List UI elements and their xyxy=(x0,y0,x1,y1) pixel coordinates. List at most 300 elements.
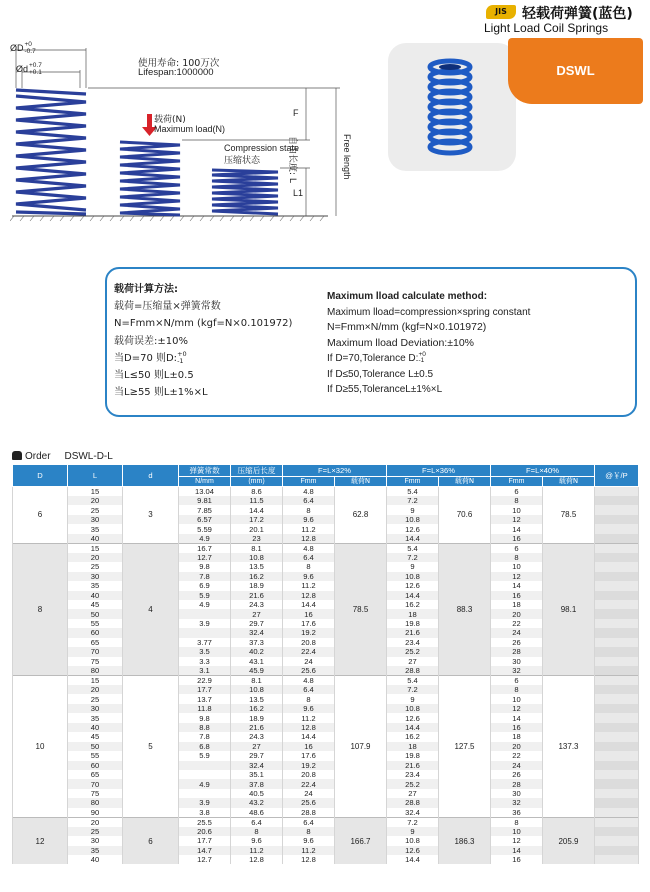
cell-price xyxy=(595,713,639,722)
cell-fmm-40: 26 xyxy=(491,638,543,647)
free-length-cn: 自由长度: L xyxy=(287,136,297,183)
spring-photo xyxy=(388,43,516,171)
cell-compressed-length: 40.5 xyxy=(231,789,283,798)
cell-fmm-40: 26 xyxy=(491,770,543,779)
cell-fmm-40: 16 xyxy=(491,723,543,732)
cell-price xyxy=(595,704,639,713)
cell-fmm-36: 12.6 xyxy=(387,713,439,722)
cell-wire-d: 3 xyxy=(123,487,179,544)
calc-en-title: Maximum lload calculate method: xyxy=(327,291,488,302)
cell-price xyxy=(595,657,639,666)
cell-fmm-40: 6 xyxy=(491,543,543,553)
cell-fmm-40: 30 xyxy=(491,789,543,798)
cell-price xyxy=(595,534,639,544)
cell-fmm-32: 11.2 xyxy=(283,581,335,590)
col-D: D xyxy=(13,465,68,487)
cell-fmm-36: 10.8 xyxy=(387,572,439,581)
calc-en-line5: If D≤50,Tolerance L±0.5 xyxy=(327,368,434,380)
cell-price xyxy=(595,685,639,694)
lifespan-en: Lifespan:1000000 xyxy=(138,67,214,78)
cell-L: 75 xyxy=(68,789,123,798)
cell-fmm-36: 14.4 xyxy=(387,855,439,864)
cell-spring-constant: 20.6 xyxy=(179,827,231,836)
cell-fmm-32: 25.6 xyxy=(283,798,335,807)
cell-fmm-32: 20.8 xyxy=(283,638,335,647)
cell-spring-constant: 13.7 xyxy=(179,694,231,703)
cell-spring-constant: 7.8 xyxy=(179,572,231,581)
table-row xyxy=(13,543,639,553)
cell-fmm-32: 16 xyxy=(283,609,335,618)
cell-spring-constant: 3.9 xyxy=(179,619,231,628)
cell-fmm-32: 6.4 xyxy=(283,496,335,505)
spec-table xyxy=(12,464,639,864)
cell-fmm-32: 8 xyxy=(283,562,335,571)
cell-L: 80 xyxy=(68,666,123,676)
cell-L: 45 xyxy=(68,600,123,609)
blue-spring-image xyxy=(388,43,516,171)
cell-L: 60 xyxy=(68,628,123,637)
dim-f-label: F xyxy=(293,108,299,118)
cell-D: 10 xyxy=(13,676,68,818)
order-label: Order xyxy=(25,451,51,462)
cell-fmm-36: 12.6 xyxy=(387,846,439,855)
cell-fmm-40: 12 xyxy=(491,836,543,845)
cell-compressed-length: 10.8 xyxy=(231,685,283,694)
cell-fmm-32: 9.6 xyxy=(283,704,335,713)
cell-compressed-length: 13.5 xyxy=(231,694,283,703)
cell-compressed-length: 16.2 xyxy=(231,704,283,713)
cell-fmm-36: 9 xyxy=(387,694,439,703)
cell-D: 12 xyxy=(13,817,68,864)
cell-spring-constant: 9.81 xyxy=(179,496,231,505)
cell-compressed-length: 27 xyxy=(231,609,283,618)
col-group-36: F=L×36% xyxy=(387,465,491,477)
col-group-32: F=L×32% xyxy=(283,465,387,477)
cell-compressed-length: 43.1 xyxy=(231,657,283,666)
cell-fmm-40: 14 xyxy=(491,713,543,722)
cell-spring-constant xyxy=(179,628,231,637)
cell-spring-constant: 4.9 xyxy=(179,779,231,788)
cell-fmm-32: 22.4 xyxy=(283,779,335,788)
cell-fmm-36: 27 xyxy=(387,789,439,798)
spec-table-body xyxy=(13,487,639,865)
cell-spring-constant: 4.9 xyxy=(179,600,231,609)
col-load-36: 载荷N xyxy=(439,477,491,487)
cell-L: 40 xyxy=(68,534,123,544)
cell-price xyxy=(595,619,639,628)
cell-compressed-length: 16.2 xyxy=(231,572,283,581)
cell-spring-constant xyxy=(179,761,231,770)
cell-compressed-length: 18.9 xyxy=(231,713,283,722)
cell-fmm-32: 6.4 xyxy=(283,553,335,562)
cell-price xyxy=(595,591,639,600)
cell-fmm-32: 12.8 xyxy=(283,855,335,864)
cell-spring-constant: 25.5 xyxy=(179,817,231,827)
cell-spring-constant: 12.7 xyxy=(179,553,231,562)
col-fmm-36: Fmm xyxy=(387,477,439,487)
col-fmm-32: Fmm xyxy=(283,477,335,487)
cell-fmm-36: 28.8 xyxy=(387,798,439,807)
cell-fmm-32: 12.8 xyxy=(283,723,335,732)
cell-spring-constant: 3.8 xyxy=(179,808,231,818)
cell-compressed-length: 8.6 xyxy=(231,487,283,497)
cell-L: 40 xyxy=(68,591,123,600)
cell-L: 25 xyxy=(68,694,123,703)
cell-fmm-32: 24 xyxy=(283,657,335,666)
cell-compressed-length: 45.9 xyxy=(231,666,283,676)
cell-fmm-32: 8 xyxy=(283,505,335,514)
cell-fmm-36: 14.4 xyxy=(387,534,439,544)
cell-fmm-40: 32 xyxy=(491,798,543,807)
cell-fmm-32: 9.6 xyxy=(283,836,335,845)
cell-fmm-32: 14.4 xyxy=(283,600,335,609)
cell-price xyxy=(595,505,639,514)
cell-compressed-length: 23 xyxy=(231,534,283,544)
cell-L: 65 xyxy=(68,770,123,779)
cell-fmm-36: 9 xyxy=(387,827,439,836)
cell-L: 40 xyxy=(68,855,123,864)
cell-price xyxy=(595,723,639,732)
cell-fmm-36: 32.4 xyxy=(387,808,439,818)
cell-fmm-40: 16 xyxy=(491,534,543,544)
cell-load-36: 88.3 xyxy=(439,543,491,675)
cell-fmm-40: 10 xyxy=(491,505,543,514)
cell-fmm-40: 22 xyxy=(491,751,543,760)
cell-price xyxy=(595,562,639,571)
cell-fmm-40: 8 xyxy=(491,817,543,827)
cell-spring-constant: 4.9 xyxy=(179,534,231,544)
cell-fmm-40: 30 xyxy=(491,657,543,666)
cell-L: 60 xyxy=(68,761,123,770)
calc-en-line4: If D=70,Tolerance D:+0 -1 xyxy=(327,350,426,365)
cell-price xyxy=(595,666,639,676)
cell-fmm-32: 17.6 xyxy=(283,619,335,628)
cell-price xyxy=(595,742,639,751)
cell-fmm-40: 14 xyxy=(491,846,543,855)
cell-compressed-length: 9.6 xyxy=(231,836,283,845)
cell-fmm-36: 14.4 xyxy=(387,591,439,600)
col-group-40: F=L×40% xyxy=(491,465,595,477)
cell-fmm-32: 4.8 xyxy=(283,543,335,553)
cell-fmm-40: 16 xyxy=(491,591,543,600)
cell-fmm-32: 20.8 xyxy=(283,770,335,779)
cell-fmm-36: 27 xyxy=(387,657,439,666)
cell-fmm-32: 17.6 xyxy=(283,751,335,760)
table-row xyxy=(13,817,639,827)
cell-price xyxy=(595,638,639,647)
cell-fmm-40: 10 xyxy=(491,827,543,836)
cell-price xyxy=(595,846,639,855)
cell-price xyxy=(595,761,639,770)
inner-diameter-label: Ød+0.7 +0.1 xyxy=(16,62,42,76)
cell-price xyxy=(595,600,639,609)
col-compressed-length: 压缩后长度 xyxy=(231,465,283,477)
cell-fmm-36: 16.2 xyxy=(387,732,439,741)
cell-fmm-40: 28 xyxy=(491,647,543,656)
cell-fmm-36: 5.4 xyxy=(387,676,439,686)
cell-fmm-32: 4.8 xyxy=(283,487,335,497)
cell-spring-constant: 16.7 xyxy=(179,543,231,553)
cell-spring-constant: 7.8 xyxy=(179,732,231,741)
cell-fmm-40: 8 xyxy=(491,553,543,562)
cell-spring-constant: 3.77 xyxy=(179,638,231,647)
cell-fmm-40: 14 xyxy=(491,524,543,533)
cell-L: 90 xyxy=(68,808,123,818)
cell-compressed-length: 29.7 xyxy=(231,619,283,628)
cell-price xyxy=(595,553,639,562)
cell-fmm-32: 11.2 xyxy=(283,524,335,533)
cell-fmm-36: 5.4 xyxy=(387,487,439,497)
cell-load-36: 127.5 xyxy=(439,676,491,818)
cell-fmm-36: 7.2 xyxy=(387,817,439,827)
cell-compressed-length: 18.9 xyxy=(231,581,283,590)
cell-fmm-36: 18 xyxy=(387,742,439,751)
cell-L: 15 xyxy=(68,676,123,686)
cell-spring-constant xyxy=(179,770,231,779)
cell-price xyxy=(595,676,639,686)
table-row xyxy=(13,487,639,497)
cell-load-32: 166.7 xyxy=(335,817,387,864)
cell-price xyxy=(595,789,639,798)
cell-fmm-32: 6.4 xyxy=(283,685,335,694)
cell-spring-constant: 3.9 xyxy=(179,798,231,807)
cell-spring-constant: 11.8 xyxy=(179,704,231,713)
spring-diagram xyxy=(10,30,360,230)
cell-fmm-40: 22 xyxy=(491,619,543,628)
cell-L: 25 xyxy=(68,827,123,836)
cell-price xyxy=(595,817,639,827)
page-title-cn: 轻载荷弹簧(蓝色) xyxy=(522,6,633,22)
cell-fmm-32: 28.8 xyxy=(283,808,335,818)
cell-spring-constant: 6.57 xyxy=(179,515,231,524)
cell-compressed-length: 35.1 xyxy=(231,770,283,779)
page-title-en: Light Load Coil Springs xyxy=(484,21,609,35)
cell-spring-constant: 3.5 xyxy=(179,647,231,656)
col-price: @￥/P xyxy=(595,465,639,487)
calc-cn-title: 载荷计算方法: xyxy=(114,284,178,295)
cell-L: 35 xyxy=(68,713,123,722)
cell-spring-constant xyxy=(179,609,231,618)
cell-fmm-36: 21.6 xyxy=(387,628,439,637)
cell-fmm-36: 18 xyxy=(387,609,439,618)
cell-load-40: 98.1 xyxy=(543,543,595,675)
calc-cn-line6: 当L≥55 则L±1%×L xyxy=(114,387,208,399)
cell-compressed-length: 37.3 xyxy=(231,638,283,647)
cell-load-36: 186.3 xyxy=(439,817,491,864)
cell-price xyxy=(595,827,639,836)
cell-wire-d: 4 xyxy=(123,543,179,675)
cell-fmm-32: 25.6 xyxy=(283,666,335,676)
cell-compressed-length: 6.4 xyxy=(231,817,283,827)
cell-fmm-36: 10.8 xyxy=(387,515,439,524)
cell-spring-constant: 5.9 xyxy=(179,591,231,600)
product-code-tag: DSWL xyxy=(508,38,643,104)
cell-compressed-length: 24.3 xyxy=(231,732,283,741)
cell-fmm-36: 25.2 xyxy=(387,779,439,788)
cell-spring-constant: 5.9 xyxy=(179,751,231,760)
cell-fmm-32: 24 xyxy=(283,789,335,798)
cell-fmm-36: 25.2 xyxy=(387,647,439,656)
cell-fmm-40: 16 xyxy=(491,855,543,864)
cell-price xyxy=(595,515,639,524)
col-constant-unit: N/mm xyxy=(179,477,231,487)
calc-en-line3: Maximum lload Deviation:±10% xyxy=(327,336,474,349)
cell-spring-constant: 13.04 xyxy=(179,487,231,497)
calc-en-line1: Maximum lload=compression×spring constant xyxy=(327,306,531,318)
cell-L: 45 xyxy=(68,732,123,741)
calc-en xyxy=(327,289,530,398)
cell-price xyxy=(595,732,639,741)
cell-compressed-length: 11.5 xyxy=(231,496,283,505)
compressed-spring xyxy=(212,170,278,214)
cell-fmm-40: 14 xyxy=(491,581,543,590)
cell-fmm-36: 7.2 xyxy=(387,496,439,505)
cell-fmm-36: 19.8 xyxy=(387,751,439,760)
col-L: L xyxy=(68,465,123,487)
cell-L: 35 xyxy=(68,846,123,855)
cell-fmm-36: 10.8 xyxy=(387,836,439,845)
free-spring xyxy=(16,90,86,214)
cell-L: 55 xyxy=(68,751,123,760)
cell-price xyxy=(595,496,639,505)
cell-L: 35 xyxy=(68,581,123,590)
cell-L: 30 xyxy=(68,836,123,845)
calc-cn-line3: 载荷误差:±10% xyxy=(114,335,188,347)
cell-spring-constant: 5.59 xyxy=(179,524,231,533)
cell-L: 15 xyxy=(68,543,123,553)
col-load-40: 载荷N xyxy=(543,477,595,487)
cell-load-40: 78.5 xyxy=(543,487,595,544)
cell-compressed-length: 8.1 xyxy=(231,543,283,553)
cell-L: 20 xyxy=(68,553,123,562)
cell-L: 20 xyxy=(68,685,123,694)
cell-L: 65 xyxy=(68,638,123,647)
cell-compressed-length: 8.1 xyxy=(231,676,283,686)
cell-load-40: 137.3 xyxy=(543,676,595,818)
order-code: DSWL-D-L xyxy=(64,451,113,462)
cell-fmm-40: 24 xyxy=(491,628,543,637)
cell-load-36: 70.6 xyxy=(439,487,491,544)
cell-wire-d: 5 xyxy=(123,676,179,818)
cell-price xyxy=(595,808,639,818)
calc-cn-line2: N=Fmm×N/mm (kgf=N×0.101972) xyxy=(114,318,293,330)
cell-price xyxy=(595,751,639,760)
cell-spring-constant: 17.7 xyxy=(179,836,231,845)
cell-compressed-length: 48.6 xyxy=(231,808,283,818)
cell-price xyxy=(595,487,639,497)
cell-compressed-length: 32.4 xyxy=(231,628,283,637)
cell-compressed-length: 21.6 xyxy=(231,591,283,600)
cell-L: 55 xyxy=(68,619,123,628)
cell-L: 40 xyxy=(68,723,123,732)
cell-load-32: 107.9 xyxy=(335,676,387,818)
loaded-spring xyxy=(120,142,180,215)
cell-price xyxy=(595,572,639,581)
cell-fmm-36: 10.8 xyxy=(387,704,439,713)
calc-en-line2: N=Fmm×N/mm (kgf=N×0.101972) xyxy=(327,321,487,333)
cell-fmm-32: 9.6 xyxy=(283,515,335,524)
cell-spring-constant xyxy=(179,789,231,798)
load-label-en: Maximum load(N) xyxy=(154,124,226,134)
col-load-32: 载荷N xyxy=(335,477,387,487)
cell-spring-constant: 17.7 xyxy=(179,685,231,694)
cell-fmm-36: 28.8 xyxy=(387,666,439,676)
cell-L: 30 xyxy=(68,572,123,581)
cell-fmm-36: 9 xyxy=(387,562,439,571)
cell-fmm-40: 10 xyxy=(491,694,543,703)
jis-badge: JIS xyxy=(486,5,516,19)
dim-l1-label: L1 xyxy=(293,188,304,198)
cell-compressed-length: 43.2 xyxy=(231,798,283,807)
cell-fmm-40: 6 xyxy=(491,676,543,686)
cell-fmm-32: 4.8 xyxy=(283,676,335,686)
cell-fmm-36: 5.4 xyxy=(387,543,439,553)
phone-icon xyxy=(12,451,22,460)
cell-fmm-40: 12 xyxy=(491,572,543,581)
cell-fmm-40: 32 xyxy=(491,666,543,676)
cell-load-40: 205.9 xyxy=(543,817,595,864)
cell-compressed-length: 27 xyxy=(231,742,283,751)
cell-spring-constant: 9.8 xyxy=(179,713,231,722)
cell-fmm-40: 6 xyxy=(491,487,543,497)
cell-compressed-length: 8 xyxy=(231,827,283,836)
cell-spring-constant: 6.9 xyxy=(179,581,231,590)
free-length-en: Free length xyxy=(342,134,352,180)
cell-compressed-length: 37.8 xyxy=(231,779,283,788)
cell-fmm-36: 12.6 xyxy=(387,581,439,590)
cell-fmm-40: 36 xyxy=(491,808,543,818)
compression-label-cn: 压缩状态 xyxy=(224,156,261,166)
calc-cn-line4: 当D=70 则D:+0 -1 xyxy=(114,350,187,365)
cell-fmm-40: 24 xyxy=(491,761,543,770)
cell-fmm-40: 8 xyxy=(491,685,543,694)
cell-spring-constant: 3.3 xyxy=(179,657,231,666)
cell-fmm-32: 8 xyxy=(283,694,335,703)
cell-fmm-40: 18 xyxy=(491,732,543,741)
cell-price xyxy=(595,770,639,779)
cell-compressed-length: 10.8 xyxy=(231,553,283,562)
cell-fmm-36: 23.4 xyxy=(387,770,439,779)
cell-fmm-40: 20 xyxy=(491,742,543,751)
cell-compressed-length: 40.2 xyxy=(231,647,283,656)
cell-L: 20 xyxy=(68,496,123,505)
cell-price xyxy=(595,836,639,845)
cell-fmm-32: 6.4 xyxy=(283,817,335,827)
col-fmm-40: Fmm xyxy=(491,477,543,487)
cell-L: 15 xyxy=(68,487,123,497)
cell-fmm-32: 8 xyxy=(283,827,335,836)
cell-L: 25 xyxy=(68,505,123,514)
cell-fmm-32: 22.4 xyxy=(283,647,335,656)
cell-D: 6 xyxy=(13,487,68,544)
calc-cn xyxy=(114,281,292,401)
cell-fmm-40: 8 xyxy=(491,496,543,505)
cell-fmm-32: 12.8 xyxy=(283,534,335,544)
calc-cn-line5: 当L≤50 则L±0.5 xyxy=(114,370,194,382)
cell-spring-constant: 8.8 xyxy=(179,723,231,732)
cell-price xyxy=(595,609,639,618)
cell-L: 25 xyxy=(68,562,123,571)
cell-compressed-length: 21.6 xyxy=(231,723,283,732)
col-d: d xyxy=(123,465,179,487)
cell-spring-constant: 3.1 xyxy=(179,666,231,676)
cell-L: 80 xyxy=(68,798,123,807)
cell-compressed-length: 11.2 xyxy=(231,846,283,855)
cell-spring-constant: 9.8 xyxy=(179,562,231,571)
cell-fmm-36: 7.2 xyxy=(387,685,439,694)
cell-compressed-length: 24.3 xyxy=(231,600,283,609)
cell-spring-constant: 22.9 xyxy=(179,676,231,686)
